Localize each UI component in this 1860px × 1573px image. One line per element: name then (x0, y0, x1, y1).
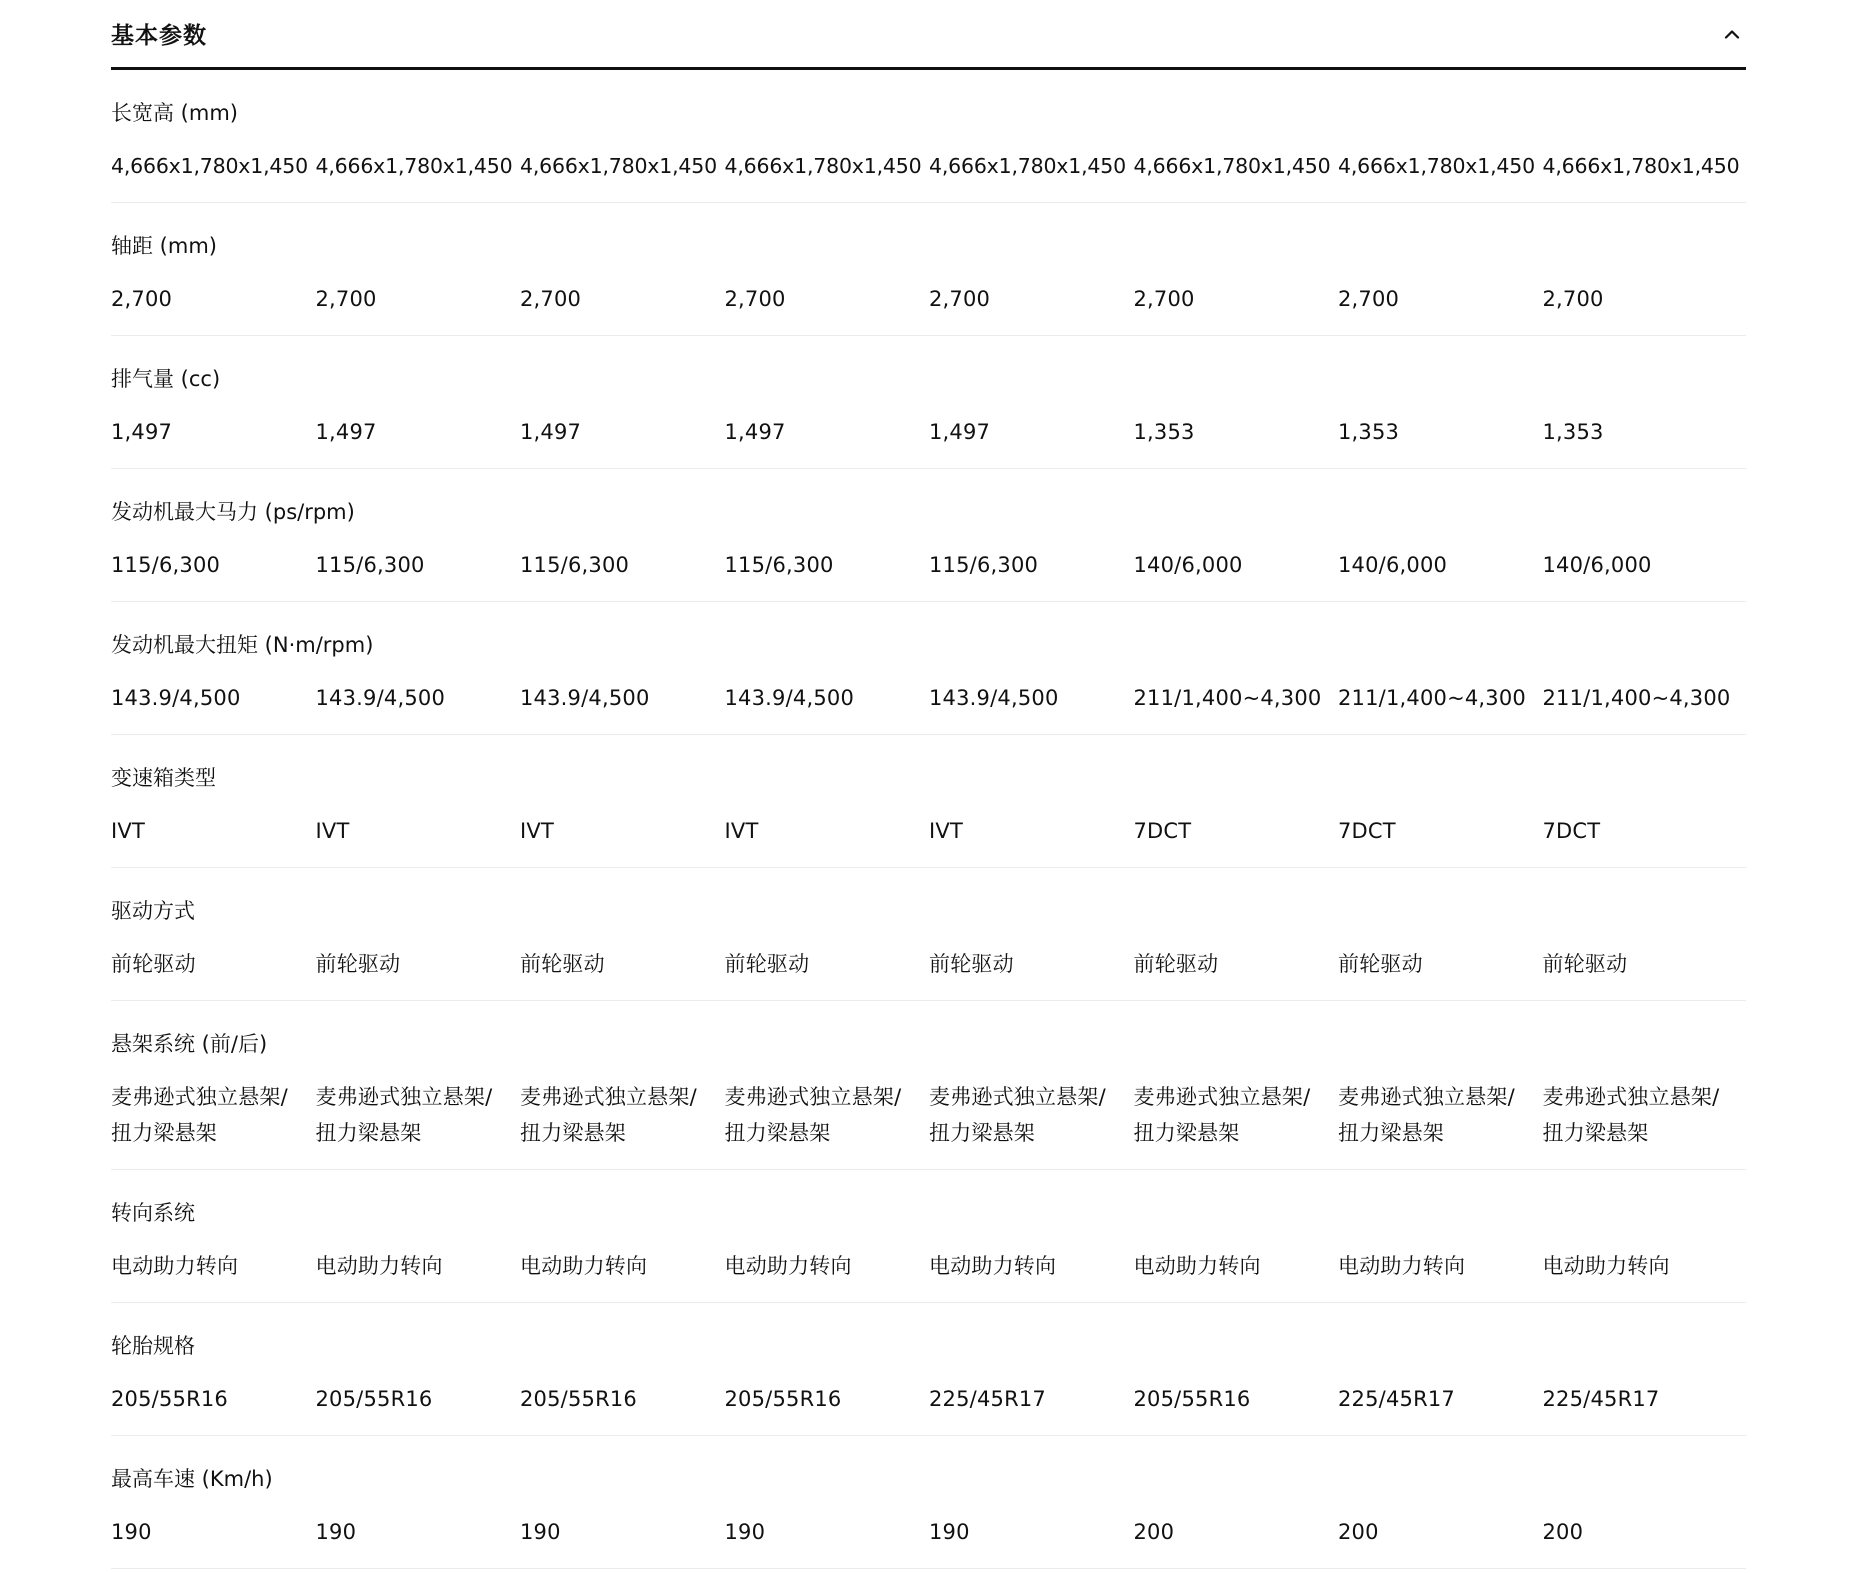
spec-value: 麦弗逊式独立悬架/ 扭力梁悬架 (1338, 1085, 1515, 1145)
spec-value: 143.9/4,500 (724, 686, 855, 710)
spec-values (111, 946, 1746, 982)
spec-values (111, 1381, 1746, 1417)
spec-value: 115/6,300 (315, 553, 425, 577)
spec-value: 前轮驱动 (1338, 952, 1423, 976)
spec-value: 4,666x1,780x1,450 (724, 154, 922, 178)
spec-value: 205/55R16 (724, 1387, 842, 1411)
spec-values (111, 813, 1746, 849)
spec-value: 麦弗逊式独立悬架/ 扭力梁悬架 (111, 1085, 288, 1145)
spec-value: 4,666x1,780x1,450 (1338, 154, 1535, 178)
spec-value: 143.9/4,500 (111, 686, 241, 710)
spec-values (111, 1248, 1746, 1284)
spec-label: 轮胎规格 (111, 1334, 195, 1358)
chevron-up-icon (1724, 29, 1740, 39)
spec-value: 225/45R17 (1542, 1387, 1660, 1411)
spec-value: 7DCT (1133, 819, 1192, 843)
spec-label: 发动机最大扭矩 (N·m/rpm) (111, 633, 374, 657)
spec-label: 排气量 (cc) (111, 367, 221, 391)
spec-value: 190 (111, 1520, 152, 1544)
spec-value: 115/6,300 (929, 553, 1039, 577)
spec-value: 200 (1542, 1520, 1584, 1544)
spec-value: 前轮驱动 (520, 952, 605, 976)
spec-values (111, 1514, 1746, 1550)
spec-label: 最高车速 (Km/h) (111, 1467, 273, 1491)
spec-value: 143.9/4,500 (315, 686, 446, 710)
spec-value: 电动助力转向 (1133, 1254, 1261, 1278)
spec-value: IVT (724, 819, 759, 843)
spec-label: 驱动方式 (111, 899, 195, 923)
spec-value: 1,497 (929, 420, 991, 444)
section-header[interactable] (111, 0, 1746, 70)
section-title: 基本参数 (111, 23, 207, 49)
spec-value: 麦弗逊式独立悬架/ 扭力梁悬架 (929, 1085, 1106, 1145)
spec-value: IVT (315, 819, 350, 843)
spec-value: 4,666x1,780x1,450 (1133, 154, 1331, 178)
spec-label: 长宽高 (mm) (111, 101, 238, 125)
spec-values (111, 414, 1746, 450)
spec-value: 电动助力转向 (724, 1254, 852, 1278)
spec-values (111, 1079, 1746, 1151)
spec-panel (111, 0, 1746, 1569)
spec-values (111, 281, 1746, 317)
spec-value: 4,666x1,780x1,450 (1542, 154, 1740, 178)
spec-value: 4,666x1,780x1,450 (111, 154, 308, 178)
spec-value: IVT (111, 819, 145, 843)
collapse-button[interactable] (1718, 20, 1746, 48)
spec-value: 200 (1338, 1520, 1379, 1544)
spec-value: 前轮驱动 (315, 952, 401, 976)
spec-value: 7DCT (1338, 819, 1396, 843)
spec-value: 211/1,400~4,300 (1338, 686, 1526, 710)
spec-label: 悬架系统 (前/后) (111, 1032, 268, 1056)
spec-value: 麦弗逊式独立悬架/ 扭力梁悬架 (1133, 1085, 1311, 1145)
spec-value: 1,497 (315, 420, 377, 444)
spec-value: 190 (724, 1520, 766, 1544)
spec-value: 前轮驱动 (1133, 952, 1219, 976)
spec-value: 前轮驱动 (1542, 952, 1628, 976)
spec-value: 140/6,000 (1338, 553, 1448, 577)
spec-label: 转向系统 (111, 1201, 195, 1225)
spec-row (111, 1303, 1746, 1436)
spec-values (111, 680, 1746, 716)
spec-value: 225/45R17 (929, 1387, 1046, 1411)
spec-value: 2,700 (1542, 287, 1604, 311)
spec-value: 211/1,400~4,300 (1133, 686, 1322, 710)
spec-value: 190 (520, 1520, 561, 1544)
spec-label: 发动机最大马力 (ps/rpm) (111, 500, 355, 524)
spec-value: 143.9/4,500 (520, 686, 650, 710)
spec-value: 麦弗逊式独立悬架/ 扭力梁悬架 (520, 1085, 697, 1145)
spec-value: 205/55R16 (520, 1387, 637, 1411)
spec-value: 电动助力转向 (520, 1254, 648, 1278)
spec-row (111, 70, 1746, 203)
spec-value: 前轮驱动 (929, 952, 1014, 976)
spec-label: 变速箱类型 (111, 766, 216, 790)
spec-row (111, 203, 1746, 336)
spec-value: 2,700 (1338, 287, 1400, 311)
spec-value: 1,497 (520, 420, 582, 444)
spec-value: 电动助力转向 (111, 1254, 239, 1278)
spec-value: 1,497 (111, 420, 173, 444)
spec-value: 190 (929, 1520, 970, 1544)
spec-values (111, 148, 1746, 184)
spec-value: 4,666x1,780x1,450 (929, 154, 1126, 178)
spec-value: 麦弗逊式独立悬架/ 扭力梁悬架 (724, 1085, 902, 1145)
spec-value: 140/6,000 (1542, 553, 1652, 577)
spec-value: 7DCT (1542, 819, 1601, 843)
spec-value: 电动助力转向 (929, 1254, 1057, 1278)
spec-row (111, 1001, 1746, 1170)
spec-row (111, 469, 1746, 602)
spec-row (111, 868, 1746, 1001)
spec-value: 205/55R16 (1133, 1387, 1251, 1411)
spec-value: 225/45R17 (1338, 1387, 1455, 1411)
spec-value: 1,497 (724, 420, 786, 444)
spec-value: 前轮驱动 (724, 952, 810, 976)
spec-value: 2,700 (724, 287, 786, 311)
spec-value: 麦弗逊式独立悬架/ 扭力梁悬架 (315, 1085, 493, 1145)
spec-value: 2,700 (315, 287, 377, 311)
spec-value: IVT (520, 819, 554, 843)
spec-value: 麦弗逊式独立悬架/ 扭力梁悬架 (1542, 1085, 1720, 1145)
spec-value: 200 (1133, 1520, 1175, 1544)
spec-value: IVT (929, 819, 963, 843)
spec-row (111, 602, 1746, 735)
spec-value: 115/6,300 (111, 553, 221, 577)
spec-row (111, 336, 1746, 469)
spec-value: 190 (315, 1520, 357, 1544)
spec-value: 205/55R16 (315, 1387, 433, 1411)
spec-value: 211/1,400~4,300 (1542, 686, 1731, 710)
spec-value: 1,353 (1542, 420, 1604, 444)
spec-value: 4,666x1,780x1,450 (520, 154, 717, 178)
spec-value: 143.9/4,500 (929, 686, 1059, 710)
spec-value: 115/6,300 (520, 553, 630, 577)
spec-row (111, 1170, 1746, 1303)
spec-value: 2,700 (520, 287, 582, 311)
spec-value: 1,353 (1338, 420, 1400, 444)
spec-value: 140/6,000 (1133, 553, 1243, 577)
spec-value: 1,353 (1133, 420, 1195, 444)
spec-value: 电动助力转向 (315, 1254, 443, 1278)
spec-values (111, 547, 1746, 583)
spec-value: 4,666x1,780x1,450 (315, 154, 513, 178)
spec-value: 电动助力转向 (1542, 1254, 1670, 1278)
spec-value: 2,700 (1133, 287, 1195, 311)
spec-row (111, 1436, 1746, 1569)
spec-value: 2,700 (111, 287, 173, 311)
spec-value: 电动助力转向 (1338, 1254, 1466, 1278)
spec-value: 115/6,300 (724, 553, 834, 577)
spec-value: 205/55R16 (111, 1387, 228, 1411)
spec-value: 2,700 (929, 287, 991, 311)
spec-table (111, 70, 1746, 1569)
spec-row (111, 735, 1746, 868)
spec-value: 前轮驱动 (111, 952, 196, 976)
spec-label: 轴距 (mm) (111, 234, 217, 258)
